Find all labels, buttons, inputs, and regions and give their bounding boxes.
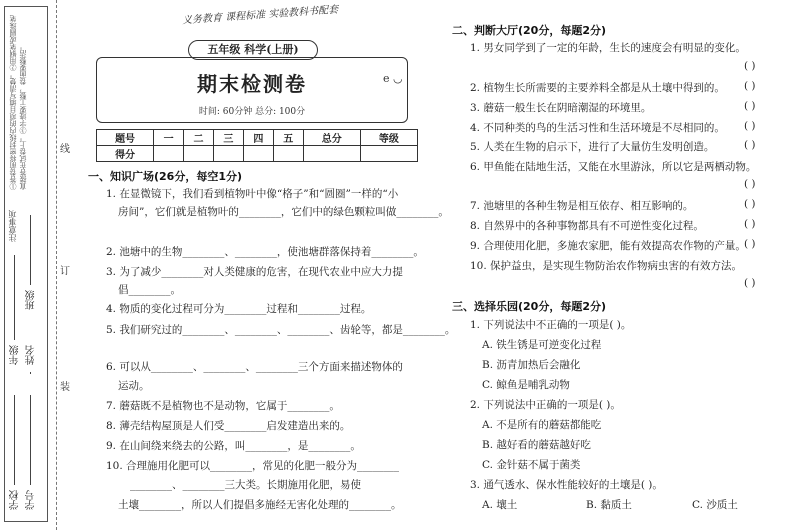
score-cell: 得分 — [97, 146, 154, 162]
s1-line: 2. 池塘中的生物________、________，使池塘群落保持着________。 — [106, 246, 424, 258]
cut-mark-xian: 线 — [60, 144, 70, 155]
score-cell: 三 — [213, 130, 243, 146]
s1-line: 1. 在显微镜下，我们看到植物叶中像“格子”和“圆圈”一样的“小 — [106, 188, 399, 200]
s2-item: 1. 男女同学到了一定的年龄，生长的速度会有明显的变化。 — [470, 42, 746, 54]
s1-line: 8. 薄壳结构屋顶是人们受________启发建造出来的。 — [106, 420, 351, 432]
score-table-score-row — [97, 146, 418, 162]
section-1-heading: 一、知识广场(26分，每空1分) — [88, 170, 243, 183]
score-input-cell[interactable] — [184, 146, 214, 162]
score-input-cell[interactable] — [360, 146, 417, 162]
s2-item: 4. 不同种类的鸟的生活习性和生活环境是不尽相同的。 — [470, 122, 725, 134]
score-cell: 二 — [184, 130, 214, 146]
label-class: 班级 — [26, 290, 37, 310]
grade-line — [14, 255, 15, 340]
s3-option[interactable]: A. 壤土 — [482, 499, 518, 511]
s3-option[interactable]: C. 金针菇不属于菌类 — [482, 459, 581, 471]
s1-line: 5. 我们研究过的________、________、________、齿轮等，都是________。 — [106, 324, 456, 336]
answer-paren[interactable]: ( ) — [744, 80, 756, 92]
section-2-heading: 二、判断大厅(20分，每题2分) — [452, 24, 607, 37]
answer-paren[interactable]: ( ) — [744, 178, 756, 190]
s1-line: 倡________。 — [118, 284, 181, 296]
s3-option[interactable]: A. 铁生锈是可逆变化过程 — [482, 339, 602, 351]
score-cell: 四 — [243, 130, 273, 146]
grade-badge: 五年级 科学(上册) — [188, 40, 318, 60]
s2-item: 7. 池塘里的各种生物是相互依存、相互影响的。 — [470, 200, 694, 212]
score-cell: 等级 — [360, 130, 417, 146]
s3-line: 3. 通气透水、保水性能较好的土壤是( )。 — [470, 479, 663, 491]
s1-line: ________、________三大类。长期施用化肥，易使 — [130, 479, 361, 491]
score-cell: 一 — [154, 130, 184, 146]
label-name: 姓名 — [26, 345, 37, 365]
label-id: 学号 — [26, 490, 37, 510]
score-input-cell[interactable] — [154, 146, 184, 162]
cut-line — [56, 0, 57, 530]
s2-item: 10. 保护益虫，是实现生物防治农作物病虫害的有效方法。 — [470, 260, 743, 272]
s3-option[interactable]: B. 黏质土 — [586, 499, 632, 511]
answer-paren[interactable]: ( ) — [744, 277, 756, 289]
s1-line: 土壤________，所以人们提倡多施经无害化处理的________。 — [118, 499, 402, 511]
answer-paren[interactable]: ( ) — [744, 120, 756, 132]
answer-paren[interactable]: ( ) — [744, 60, 756, 72]
answer-paren[interactable]: ( ) — [744, 139, 756, 151]
score-table — [96, 129, 418, 162]
s1-line: 10. 合理施用化肥可以________，常见的化肥一般分为________ — [106, 460, 400, 472]
s1-line: 9. 在山间绕来绕去的公路，叫________，是________。 — [106, 440, 361, 452]
name-line — [30, 372, 31, 374]
answer-paren[interactable]: ( ) — [744, 218, 756, 230]
label-school: 学校 — [10, 490, 21, 510]
score-input-cell[interactable] — [213, 146, 243, 162]
s1-line: 房间”，它们就是植物叶的________，它们中的绿色颗粒叫做________。 — [118, 206, 449, 218]
s2-item: 9. 合理使用化肥，多施农家肥，能有效提高农作物的产量。 — [470, 240, 746, 252]
score-cell: 五 — [273, 130, 303, 146]
s1-line: 6. 可以从________、________、________三个方面来描述物体的 — [106, 361, 403, 373]
s2-item: 5. 人类在生物的启示下，进行了大量仿生发明创造。 — [470, 141, 715, 153]
score-input-cell[interactable] — [273, 146, 303, 162]
class-line — [30, 215, 31, 285]
s3-option[interactable]: A. 不是所有的蘑菇都能吃 — [482, 419, 602, 431]
answer-paren[interactable]: ( ) — [744, 198, 756, 210]
s1-line: 运动。 — [118, 380, 150, 392]
s2-item: 3. 蘑菇一般生长在阴暗潮湿的环境里。 — [470, 102, 652, 114]
score-cell: 题号 — [97, 130, 154, 146]
s3-option[interactable]: B. 越好看的蘑菇越好吃 — [482, 439, 591, 451]
page-title: 期末检测卷 — [197, 72, 307, 96]
binding-strip — [0, 0, 52, 530]
school-line — [14, 395, 15, 485]
s3-option[interactable]: B. 沥青加热后会融化 — [482, 359, 581, 371]
id-line — [30, 395, 31, 485]
section-3-heading: 三、选择乐园(20分，每题2分) — [452, 300, 607, 313]
cut-mark-ding: 订 — [60, 266, 70, 277]
s1-line: 3. 为了减少________对人类健康的危害，在现代农业中应大力提 — [106, 266, 403, 278]
s1-line: 4. 物质的变化过程可分为________过程和________过程。 — [106, 303, 372, 315]
top-subtitle: 义务教育 课程标准 实验教科书配套 — [181, 4, 339, 27]
s2-item: 6. 甲鱼能在陆地生活，又能在水里游泳，所以它是两栖动物。 — [470, 161, 757, 173]
answer-paren[interactable]: ( ) — [744, 238, 756, 250]
notice-title: 注意事项 — [8, 210, 17, 242]
score-table-header-row — [97, 130, 418, 146]
deco-mark: e ◡ — [383, 72, 403, 85]
s3-option[interactable]: C. 沙质土 — [692, 499, 738, 511]
label-grade: 年级 — [10, 345, 21, 365]
s3-line: 2. 下列说法中正确的一项是( )。 — [470, 399, 621, 411]
s2-item: 8. 自然界中的各种事物都具有不可逆性变化过程。 — [470, 220, 704, 232]
notice-text: ①答卷前将密封线内的项目填写清楚。②用钢笔或圆珠笔直接答在试卷上。③字迹要工整，卷面要整洁。 — [9, 15, 27, 190]
score-cell: 总分 — [303, 130, 360, 146]
score-input-cell[interactable] — [303, 146, 360, 162]
s3-line: 1. 下列说法中不正确的一项是( )。 — [470, 319, 632, 331]
cut-mark-zhuang: 装 — [60, 382, 70, 393]
score-input-cell[interactable] — [243, 146, 273, 162]
exam-meta: 时间: 60分钟 总分: 100分 — [198, 107, 306, 117]
answer-paren[interactable]: ( ) — [744, 100, 756, 112]
s1-line: 7. 蘑菇既不是植物也不是动物，它属于________。 — [106, 400, 340, 412]
s2-item: 2. 植物生长所需要的主要养料全都是从土壤中得到的。 — [470, 82, 725, 94]
s3-option[interactable]: C. 鲸鱼是哺乳动物 — [482, 379, 570, 391]
